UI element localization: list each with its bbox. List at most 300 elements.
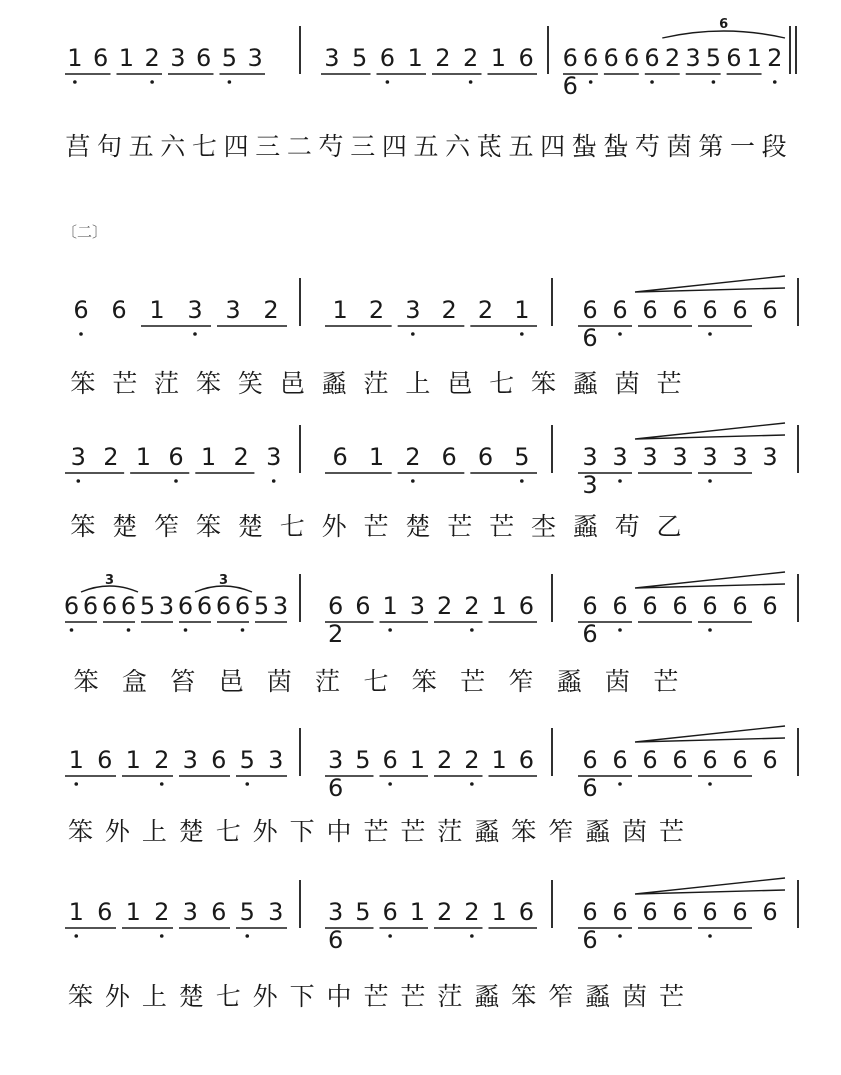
jianpu-note: 3 [327, 898, 344, 926]
tablature-char: 一 [730, 132, 756, 161]
tablature-line [65, 132, 786, 161]
tablature-char: 芒 [447, 512, 473, 541]
score-systems [64, 17, 798, 1011]
octave-dot [470, 782, 474, 786]
tablature-char: 外 [252, 817, 278, 846]
tablature-char: 芒 [659, 982, 685, 1011]
tablature-char: 笑 [237, 369, 263, 398]
jianpu-note: 6 [73, 296, 89, 324]
tablature-char: 下 [289, 982, 315, 1011]
octave-dot [708, 628, 712, 632]
tablature-line [68, 817, 684, 846]
octave-dot [74, 782, 78, 786]
tablature-line [68, 982, 684, 1011]
jianpu-note: 6 [732, 898, 748, 926]
jianpu-note: 6 [582, 592, 598, 620]
tablature-char: 茵 [622, 817, 648, 846]
tablature-char: 蟸 [585, 982, 611, 1011]
tablature-char: 句 [96, 132, 122, 161]
jianpu-note: 1 [125, 898, 141, 926]
octave-dot [470, 628, 474, 632]
score-system [65, 878, 798, 1011]
jianpu-note: 6 [195, 44, 212, 72]
jianpu-note: 6 [672, 592, 688, 620]
jianpu-note: 1 [149, 296, 165, 324]
jianpu-note: 1 [67, 44, 83, 72]
tablature-char: 芒 [400, 982, 426, 1011]
tablature-char: 茵 [622, 982, 648, 1011]
jianpu-note: 3 [409, 592, 426, 620]
tablature-char: 七 [191, 132, 217, 161]
jianpu-note: 6 [762, 898, 778, 926]
tablature-char: 四 [381, 132, 407, 161]
measure [73, 296, 287, 336]
tablature-char: 三 [350, 132, 376, 161]
jianpu-note: 3 [762, 443, 778, 471]
jianpu-note: 1 [68, 746, 84, 774]
tablature-char: 第 [698, 132, 724, 161]
tablature-char: 芍 [635, 132, 661, 161]
jianpu-note: 2 [462, 44, 479, 72]
tablature-char: 芒 [656, 369, 682, 398]
jianpu-note: 1 [68, 898, 84, 926]
chord-low-note: 6 [582, 926, 598, 954]
measure [325, 746, 537, 802]
jianpu-note: 6 [177, 592, 194, 620]
octave-dot [245, 934, 249, 938]
tablature-char: 茳 [363, 369, 389, 398]
jianpu-note: 5 [239, 746, 255, 774]
jianpu-note: 1 [409, 898, 426, 926]
score-system [64, 572, 798, 696]
jianpu-note: 1 [514, 296, 530, 324]
jianpu-note: 2 [154, 898, 170, 926]
tablature-line [70, 512, 681, 541]
tablature-char: 茵 [666, 132, 692, 161]
jianpu-note: 3 [405, 296, 421, 324]
tablature-char: 茳 [154, 369, 180, 398]
jianpu-note: 1 [382, 592, 398, 620]
tablature-char: 三 [255, 132, 281, 161]
octave-dot [386, 80, 390, 84]
jianpu-note: 3 [672, 443, 688, 471]
tablature-char: 蟸 [556, 667, 582, 696]
jianpu-note: 6 [518, 898, 535, 926]
tablature-char: 段 [761, 132, 787, 161]
tablature-char: 茵 [266, 667, 292, 696]
jianpu-note: 3 [266, 443, 282, 471]
tablature-line [70, 369, 681, 398]
tablature-char: 盒 [121, 667, 147, 696]
tablature-char: 楚 [112, 512, 138, 541]
tablature-char: 笨 [511, 817, 537, 846]
octave-dot [388, 934, 392, 938]
tablature-char: 七 [363, 667, 389, 696]
measure [325, 296, 537, 336]
jianpu-note: 3 [685, 44, 701, 72]
jianpu-note: 2 [233, 443, 249, 471]
octave-dot [618, 479, 622, 483]
tablature-char: 茵 [614, 369, 640, 398]
jianpu-note: 6 [562, 44, 578, 72]
tablature-char: 蟸 [585, 817, 611, 846]
jianpu-note: 5 [351, 44, 368, 72]
jianpu-note: 3 [268, 898, 284, 926]
tablature-char: 五 [128, 132, 154, 161]
chord-low-note: 2 [327, 620, 344, 648]
jianpu-note: 6 [762, 296, 778, 324]
jianpu-note: 2 [436, 746, 453, 774]
jianpu-note: 3 [732, 443, 748, 471]
jianpu-note: 6 [327, 592, 344, 620]
jianpu-note: 5 [221, 44, 238, 72]
octave-dot [228, 80, 232, 84]
octave-dot [272, 479, 276, 483]
jianpu-note: 6 [612, 746, 628, 774]
octave-dot [241, 628, 245, 632]
jianpu-note: 2 [436, 592, 453, 620]
tablature-char: 七 [279, 512, 305, 541]
jianpu-note: 6 [603, 44, 619, 72]
measure [325, 592, 537, 648]
jianpu-note: 1 [490, 44, 507, 72]
jianpu-note: 6 [702, 592, 718, 620]
jianpu-note: 6 [702, 898, 718, 926]
jianpu-note: 6 [672, 898, 688, 926]
jianpu-note: 5 [355, 898, 371, 926]
jianpu-note: 3 [170, 44, 186, 72]
tablature-char: 苟 [614, 512, 640, 541]
jianpu-note: 6 [215, 592, 232, 620]
tablature-char: 七 [215, 982, 241, 1011]
tablature-char: 笨 [511, 982, 537, 1011]
measure [563, 17, 785, 100]
tablature-char: 外 [252, 982, 278, 1011]
jianpu-note: 6 [97, 898, 113, 926]
measure [321, 44, 537, 84]
tablature-char: 四 [540, 132, 566, 161]
jianpu-note: 6 [583, 44, 599, 72]
jianpu-note: 3 [272, 592, 289, 620]
jianpu-note: 6 [234, 592, 251, 620]
jianpu-note: 3 [324, 44, 340, 72]
tablature-char: 下 [289, 817, 315, 846]
jianpu-note: 6 [582, 296, 598, 324]
jianpu-note: 6 [92, 44, 109, 72]
jianpu-note: 5 [705, 44, 722, 72]
jianpu-note: 6 [211, 746, 227, 774]
tablature-char: 茳 [437, 817, 463, 846]
octave-dot [520, 479, 524, 483]
tablature-char: 中 [326, 817, 352, 846]
octave-dot [160, 782, 164, 786]
tablature-char: 蟸 [321, 369, 347, 398]
tablature-char: 六 [160, 132, 186, 161]
tablature-char: 芒 [400, 817, 426, 846]
tablature-char: 外 [104, 982, 130, 1011]
tablature-char: 茳 [437, 982, 463, 1011]
octave-dot [388, 782, 392, 786]
tablature-char: 茵 [605, 667, 631, 696]
jianpu-note: 6 [441, 443, 457, 471]
measure [65, 746, 287, 786]
tablature-char: 笨 [73, 667, 99, 696]
jianpu-note: 5 [355, 746, 371, 774]
dynamic-wedge [635, 878, 785, 894]
octave-dot [618, 934, 622, 938]
tablature-char: 上 [405, 369, 431, 398]
tablature-char: 蟸 [474, 982, 500, 1011]
jianpu-note: 6 [702, 296, 718, 324]
jianpu-note: 2 [477, 296, 494, 324]
tablature-char: 笮 [154, 512, 180, 541]
octave-dot [708, 332, 712, 336]
jianpu-note: 3 [582, 443, 598, 471]
jianpu-note: 2 [368, 296, 385, 324]
octave-dot [708, 479, 712, 483]
octave-dot [520, 332, 524, 336]
jianpu-note: 6 [762, 592, 778, 620]
jianpu-note: 6 [726, 44, 742, 72]
tablature-char: 七 [215, 817, 241, 846]
measure [578, 572, 785, 648]
tablature-char: 芒 [460, 667, 486, 696]
jianpu-note: 2 [435, 44, 451, 72]
jianpu-note: 1 [368, 443, 385, 471]
jianpu-note: 6 [355, 592, 371, 620]
tablature-char: 笮 [548, 817, 574, 846]
jianpu-note: 6 [82, 592, 99, 620]
tablature-char: 笨 [67, 982, 93, 1011]
jianpu-note: 1 [135, 443, 152, 471]
measure [65, 898, 287, 938]
octave-dot [245, 782, 249, 786]
octave-dot [469, 80, 473, 84]
tablature-char: 芒 [489, 512, 515, 541]
tablature-char: 茋 [476, 132, 502, 161]
measure [325, 443, 537, 483]
jianpu-note: 3 [702, 443, 718, 471]
jianpu-note: 6 [672, 746, 688, 774]
octave-dot [127, 628, 131, 632]
jianpu-note: 6 [642, 296, 658, 324]
measure [64, 573, 288, 632]
jianpu-note: 2 [436, 898, 453, 926]
tablature-char: 上 [141, 982, 167, 1011]
octave-dot [411, 479, 415, 483]
jianpu-note: 6 [644, 44, 660, 72]
jianpu-note: 3 [182, 746, 198, 774]
jianpu-note: 1 [491, 746, 507, 774]
tablature-char: 蟸 [572, 512, 598, 541]
tablature-char: 邑 [279, 369, 305, 398]
jianpu-note: 6 [101, 592, 118, 620]
octave-dot [708, 782, 712, 786]
jianpu-note: 5 [139, 592, 156, 620]
jianpu-note: 3 [642, 443, 658, 471]
tablature-line [74, 667, 679, 696]
jianpu-note: 6 [732, 592, 748, 620]
chord-low-note: 6 [582, 324, 598, 352]
chord-low-note: 6 [582, 774, 598, 802]
octave-dot [160, 934, 164, 938]
jianpu-note: 3 [327, 746, 344, 774]
jianpu-note: 2 [464, 898, 480, 926]
jianpu-note: 5 [253, 592, 270, 620]
jianpu-note: 6 [612, 592, 628, 620]
tablature-char: 茳 [315, 667, 341, 696]
jianpu-note: 2 [464, 592, 480, 620]
jianpu-note: 2 [144, 44, 160, 72]
jianpu-note: 6 [642, 746, 658, 774]
dynamic-wedge [635, 726, 785, 742]
chord-low-note: 6 [562, 72, 578, 100]
jianpu-note: 6 [612, 296, 628, 324]
jianpu-note: 6 [623, 44, 640, 72]
octave-dot [712, 80, 716, 84]
tablature-char: 邑 [447, 369, 473, 398]
jianpu-note: 2 [405, 443, 421, 471]
jianpu-note: 3 [225, 296, 241, 324]
measure [65, 44, 265, 84]
jianpu-note: 6 [642, 592, 658, 620]
tablature-char: 上 [141, 817, 167, 846]
jianpu-note: 2 [464, 746, 480, 774]
tablature-char: 芒 [363, 817, 389, 846]
tablature-char: 四 [223, 132, 249, 161]
jianpu-note: 1 [125, 746, 141, 774]
dynamic-wedge [635, 423, 785, 439]
octave-dot [74, 934, 78, 938]
tablature-char: 芒 [363, 512, 389, 541]
chord-low-note: 6 [582, 620, 598, 648]
tablature-char: 笮 [508, 667, 534, 696]
jianpu-note: 1 [491, 898, 507, 926]
tablature-char: 莒 [65, 132, 91, 161]
tablature-char: 中 [326, 982, 352, 1011]
jianpu-note: 1 [118, 44, 135, 72]
jianpu-note: 6 [732, 746, 748, 774]
jianpu-note: 6 [518, 746, 535, 774]
tablature-char: 楚 [237, 512, 263, 541]
tablature-char: 笨 [411, 667, 437, 696]
octave-dot [708, 934, 712, 938]
tablature-char: 蟸 [572, 369, 598, 398]
jianpu-note: 6 [168, 443, 184, 471]
octave-dot [150, 80, 154, 84]
jianpu-note: 3 [70, 443, 86, 471]
tablature-char: 楚 [178, 817, 204, 846]
measure [578, 878, 785, 954]
octave-dot [773, 80, 777, 84]
tuplet-number: 6 [719, 17, 729, 32]
jianpu-note: 2 [103, 443, 119, 471]
jianpu-note: 6 [702, 746, 718, 774]
tablature-char: 五 [413, 132, 439, 161]
jianpu-note: 5 [239, 898, 255, 926]
tablature-char: 芒 [659, 817, 685, 846]
jianpu-note: 3 [187, 296, 203, 324]
jianpu-note: 1 [746, 44, 762, 72]
jianpu-note: 6 [642, 898, 658, 926]
tablature-char: 笨 [70, 512, 96, 541]
measure [325, 898, 537, 954]
jianpu-note: 3 [182, 898, 198, 926]
tablature-char: 笨 [196, 512, 222, 541]
jianpu-note: 1 [409, 746, 426, 774]
tablature-char: 楚 [178, 982, 204, 1011]
octave-dot [184, 628, 188, 632]
jianpu-note: 6 [612, 898, 628, 926]
octave-dot [470, 934, 474, 938]
measure [578, 423, 785, 499]
tablature-char: 芒 [653, 667, 679, 696]
tablature-char: 乙 [656, 512, 682, 541]
score-system [70, 276, 798, 398]
jianpu-note: 6 [332, 443, 348, 471]
dynamic-wedge [635, 276, 785, 292]
jianpu-note: 6 [63, 592, 80, 620]
jianpu-note: 6 [379, 44, 396, 72]
jianpu-note: 6 [477, 443, 494, 471]
tablature-char: 七 [489, 369, 515, 398]
jianpu-note: 6 [382, 746, 398, 774]
tablature-char: 外 [104, 817, 130, 846]
measure [578, 726, 785, 802]
octave-dot [650, 80, 654, 84]
tuplet-number: 3 [218, 573, 229, 588]
jianpu-note: 3 [247, 44, 263, 72]
chord-low-note: 6 [327, 774, 344, 802]
tablature-char: 芒 [363, 982, 389, 1011]
score-system [65, 17, 796, 161]
octave-dot [618, 628, 622, 632]
tablature-char: 笨 [196, 369, 222, 398]
measure [578, 276, 785, 352]
jianpu-note: 3 [268, 746, 284, 774]
chord-low-note: 3 [582, 471, 598, 499]
tablature-char: 笮 [548, 982, 574, 1011]
jianpu-note: 6 [518, 592, 535, 620]
octave-dot [79, 332, 83, 336]
jianpu-note: 6 [732, 296, 748, 324]
tablature-char: 蟸 [474, 817, 500, 846]
octave-dot [411, 332, 415, 336]
jianpu-note: 6 [518, 44, 534, 72]
jianpu-note: 5 [514, 443, 530, 471]
tablature-char: 笨 [70, 369, 96, 398]
tablature-char: 楚 [405, 512, 431, 541]
section-label: 〔二〕 [62, 223, 108, 241]
octave-dot [73, 80, 77, 84]
tablature-char: 笨 [67, 817, 93, 846]
tablature-char: 五 [508, 132, 534, 161]
tablature-char: 六 [445, 132, 471, 161]
tablature-char: 笞 [170, 667, 196, 696]
jianpu-note: 2 [441, 296, 457, 324]
jianpu-note: 2 [263, 296, 279, 324]
jianpu-note: 1 [407, 44, 423, 72]
score-system [65, 726, 798, 846]
jianpu-note: 2 [767, 44, 783, 72]
octave-dot [70, 628, 74, 632]
tablature-char: 芍 [318, 132, 344, 161]
chord-low-note: 6 [327, 926, 344, 954]
jianpu-note: 3 [158, 592, 175, 620]
jianpu-note: 2 [154, 746, 170, 774]
octave-dot [388, 628, 392, 632]
tablature-char: 笨 [530, 369, 556, 398]
